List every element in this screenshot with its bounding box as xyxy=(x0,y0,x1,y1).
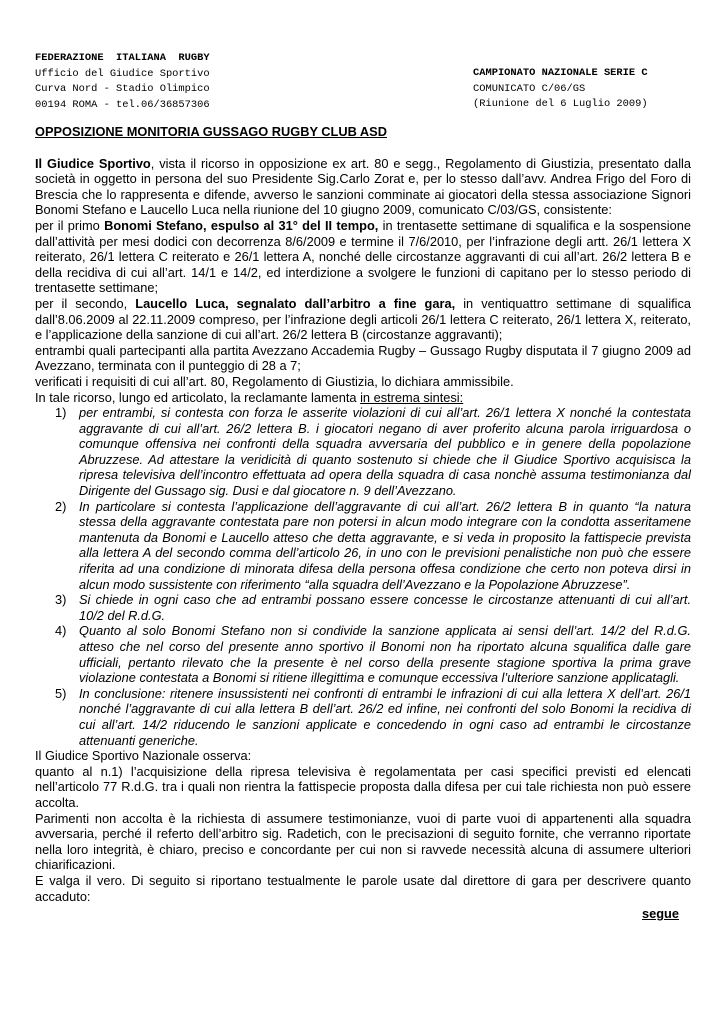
list-item xyxy=(55,623,691,686)
list-item-text: In conclusione: ritenere insussistenti nei confronti di entrambi le infrazioni di cui alla lettera X dell’art. 26/1 nonché l’aggravante di cui alla lettera B dell’art. 26/2 ed infine, nei confronti del solo Bonomi la recidiva di cui all’art. 14/2 riducendo le sanzioni applicate e concedendo in ogni caso ad entrambi le circostanze attenuanti generiche. xyxy=(79,685,691,748)
match-paragraph: entrambi quali partecipanti alla partita Avezzano Accademia Rugby – Gussago Rugby disputata il 7 giugno 2009 ad Avezzano, terminata con il punteggio di 28 a 7; xyxy=(35,342,691,374)
championship-name: CAMPIONATO NAZIONALE SERIE C xyxy=(473,67,648,79)
second-player-name: Laucello Luca, segnalato dall’arbitro a fine gara, xyxy=(135,295,456,311)
list-item-text: In particolare si contesta l’applicazione dell’aggravante di cui all’art. 26/2 lettera B in quanto “la natura stessa della aggravante contestata pare non potersi in alcun modo integrare con la condotta asseritamene mantenuta da Bonomi e Laucello atteso che detta aggravante, e si veda in proposito la fattispecie prevista alla lettera A del secondo comma dell’articolo 26, in uno con le previsioni penalistiche non può che essere riferita ad una condizione di minorata difesa della persona offesa condizione che certo non poteva dirsi in alcun modo sussistente con riferimento “alla squadra dell’Avezzano e la Popolazione Abruzzese”. xyxy=(79,498,691,592)
admissibility-paragraph: verificati i requisiti di cui all’art. 80, Regolamento di Giustizia, lo dichiara ammissibile. xyxy=(35,373,514,389)
list-item-number: 3) xyxy=(55,592,67,608)
list-item-number: 5) xyxy=(55,685,67,701)
list-item-text: Si chiede in ogni caso che ad entrambi possano essere concesse le circostanze attenuanti di cui all’art. 10/2 del R.d.G. xyxy=(79,592,691,623)
first-player-paragraph xyxy=(35,218,691,296)
complaint-paragraph xyxy=(35,390,691,406)
address-line-2: 00194 ROMA - tel.06/36857306 xyxy=(35,98,210,111)
address-line-1: Curva Nord - Stadio Olimpico xyxy=(35,83,210,95)
list-item-text: Quanto al solo Bonomi Stefano non si condivide la sanzione applicata ai sensi dell’art. 14/2 del R.d.G. atteso che nel corso del presente anno sportivo il Bonomi non ha riportato alcuna squalifica dalle gare ufficiali, pertanto rilevato che la presente è nel corso della presente stagione sportiva la prima grave violazione contestata a Bonomi si ritiene illegittima e comunque eccessiva l’ulteriore sanzione applicatagli. xyxy=(79,623,691,686)
intro-text: , vista il ricorso in opposizione ex art. 80 e segg., Regolamento di Giustizia, presentato dalla società in oggetto in persona del suo Presidente Sig.Carlo Zorat e, per lo stesso dall’avv. Andrea Frigo del Foro di Brescia che lo rappresenta e difende, avverso le sanzioni comminate ai giocatori della stessa associazione Signori Bonomi Stefano e Laucello Luca nella riunione del 10 giugno 2009, comunicato C/03/GS, consistente: xyxy=(35,155,691,218)
header-left-block xyxy=(35,51,335,113)
first-player-name: Bonomi Stefano, espulso al 31° del II tempo, xyxy=(104,217,379,233)
second-text: in ventiquattro settimane di squalifica dall’8.06.2009 al 22.11.2009 compreso, per l’infrazione degli articoli 26/1 lettera C reiterato, 26/1 lettera X, reiterato, e l’applicazione della sanzione di cui all’art. 26/2 lettera B (circostanze aggravanti); xyxy=(35,295,691,343)
second-pre: per il secondo, xyxy=(35,295,136,311)
observes-line: Il Giudice Sportivo Nazionale osserva: xyxy=(35,748,252,764)
first-text: in trentasette settimane di squalifica e la sospensione dall’attività per mesi dodici con decorrenza 8/6/2009 e termine il 7/6/2010, per l’infrazione degli artt. 26/1 lettera X reiterato, 26/1 lettera C reiterato e 26/1 lettera A, nonché delle circostanze aggravanti di cui all’art. 26/2 lettera B e della recidiva di cui all’art. 14/1 e 14/2, ed interdizione a svolgere le funzioni di capitano per lo stesso periodo di trentasette settimane; xyxy=(35,217,691,296)
paragraph-2: Parimenti non accolta è la richiesta di assumere testimonianze, vuoi di parte vuoi di appartenenti alla squadra avversaria, perché il referto dell’arbitro sig. Radetich, con le precisazioni di seguito fornite, che verranno riportate nella loro integrità, è chiaro, preciso e concordante per cui non si ravvede necessità alcuna di assumere ulteriori chiarificazioni. xyxy=(35,810,691,873)
complaint-underlined: in estrema sintesi: xyxy=(360,389,464,405)
complaint-list xyxy=(35,405,691,748)
communique-id: COMUNICATO C/06/GS xyxy=(473,82,586,95)
document-body xyxy=(35,124,691,922)
complaint-pre: In tale ricorso, lungo ed articolato, la reclamante lamenta xyxy=(35,389,361,405)
office-name: Ufficio del Giudice Sportivo xyxy=(35,67,210,80)
intro-lead: Il Giudice Sportivo xyxy=(35,155,151,171)
paragraph-1: quanto al n.1) l’acquisizione della ripresa televisiva è regolamentata per casi specifici previsti ed elencati nell’articolo 77 R.d.G. tra i quali non rientra la fattispecie proposta dalla difesa per cui tale richiesta non può essere accolta. xyxy=(35,763,691,810)
list-item-number: 2) xyxy=(55,498,67,514)
federation-name: FEDERAZIONE ITALIANA RUGBY xyxy=(35,52,210,64)
meeting-date: (Riunione del 6 Luglio 2009) xyxy=(473,98,648,110)
second-player-paragraph xyxy=(35,296,691,343)
list-item-number: 1) xyxy=(55,405,67,421)
header-right-block xyxy=(473,66,713,113)
continues-label: segue xyxy=(642,906,679,922)
list-item xyxy=(55,685,691,748)
list-item-number: 4) xyxy=(55,623,67,639)
list-item xyxy=(55,405,691,499)
document-title: OPPOSIZIONE MONITORIA GUSSAGO RUGBY CLUB ASD xyxy=(35,124,387,139)
list-item xyxy=(55,498,691,593)
intro-paragraph xyxy=(35,156,691,218)
paragraph-3: E valga il vero. Di seguito si riportano testualmente le parole usate dal direttore di gara per descrivere quanto accaduto: xyxy=(35,872,691,904)
list-item-text: per entrambi, si contesta con forza le asserite violazioni di cui all’art. 26/1 lettera X nonché la contestata aggravante di cui all’art. 26/2 lettera B. i giocatori negano di aver proferito alcuna parola irriguardosa o comunque offensiva nei confronti della squadra avversaria del pubblico e in genere della popolazione Abruzzese. Ad attestare la veridicità di quanto sostenuto si chiede che il Giudice Sportivo acquisisca la ripresa televisiva dell’incontro effettuata ad opera della squadra di casa nonchè assuma testimonianza dal Dirigente del Gussago sig. Dusi e dal giocatore n. 9 dell’Avezzano. xyxy=(79,405,691,499)
list-item xyxy=(55,592,691,623)
first-pre: per il primo xyxy=(35,217,105,233)
